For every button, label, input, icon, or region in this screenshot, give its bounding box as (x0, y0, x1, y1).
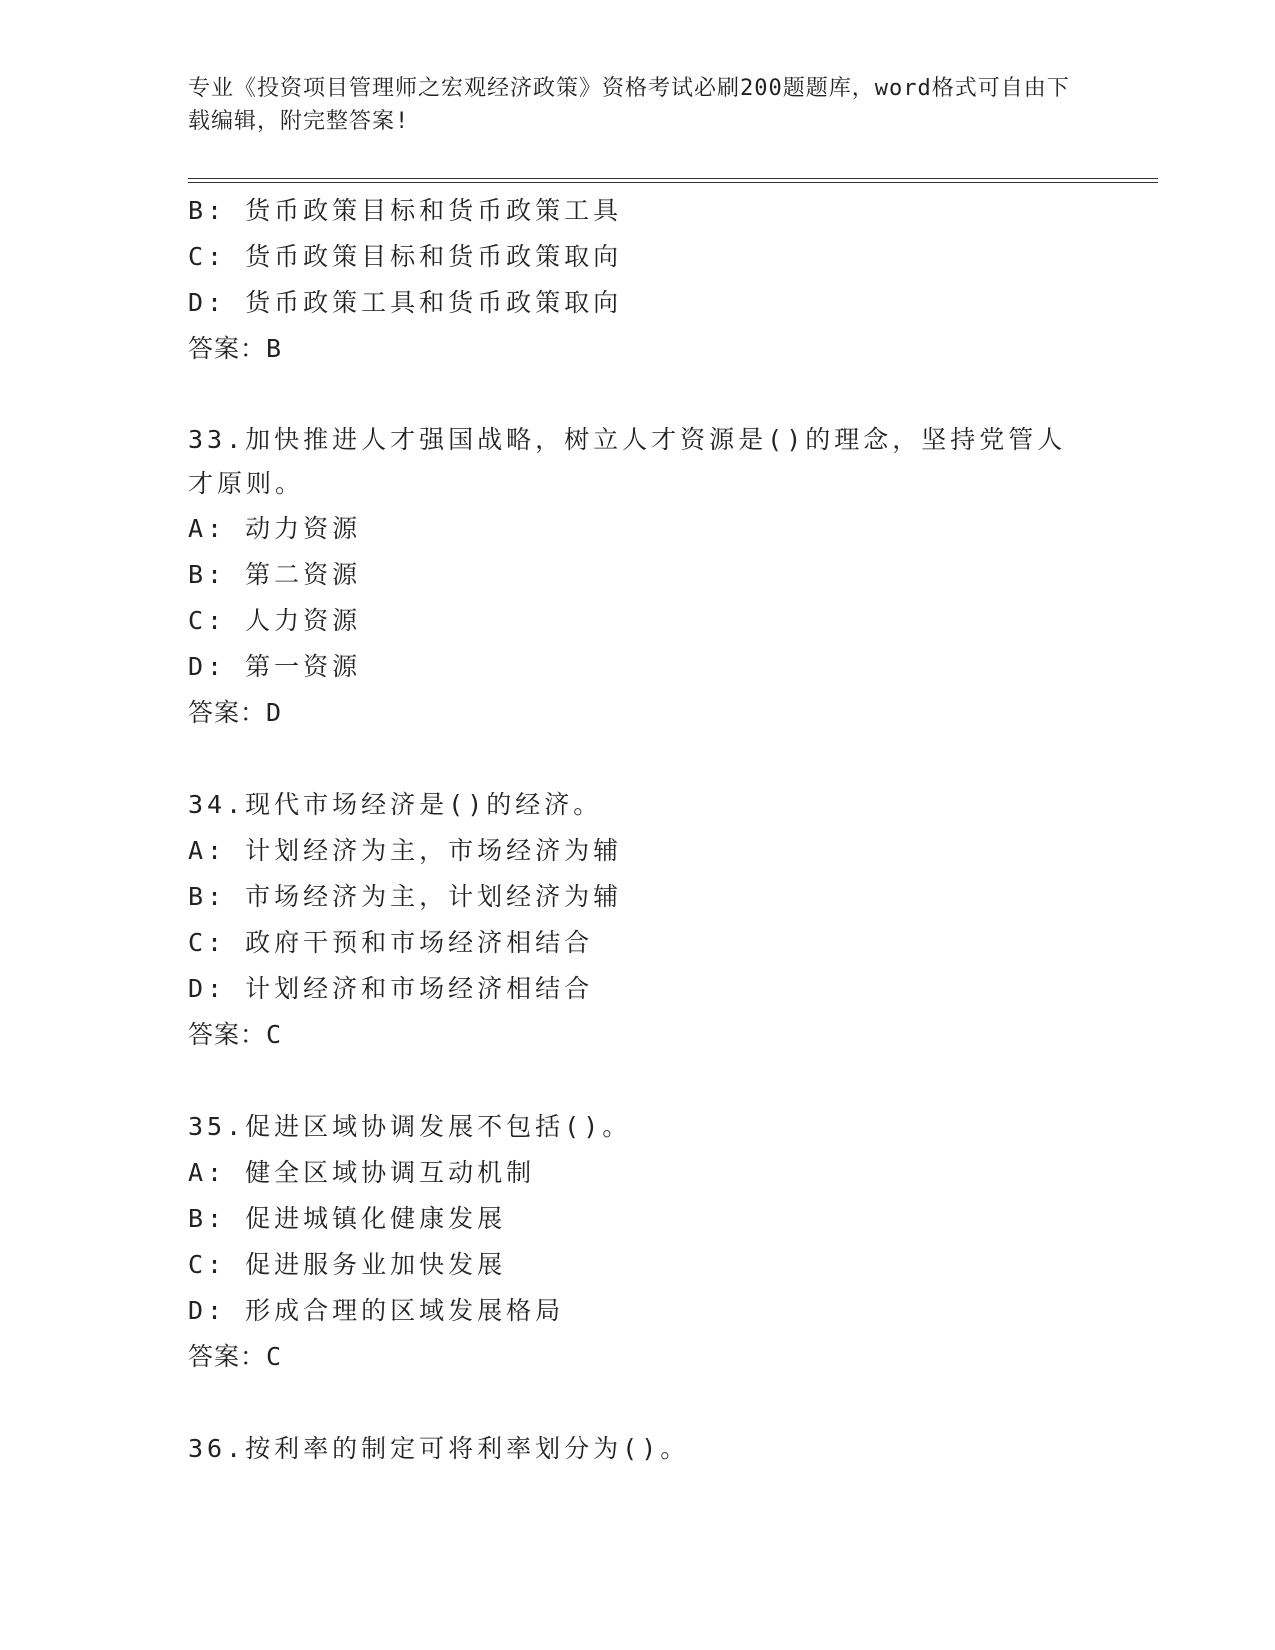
answer-label: 答案： (188, 698, 267, 727)
option-a: A: 健全区域协调互动机制 (188, 1158, 536, 1187)
answer-value: D (266, 698, 283, 727)
option-a: A: 动力资源 (188, 514, 362, 543)
question-block-35 (188, 1104, 1088, 1380)
spacer (188, 736, 1088, 782)
option-c: C: 政府干预和市场经济相结合 (188, 928, 594, 957)
option-d: D: 货币政策工具和货币政策取向 (188, 288, 623, 317)
question-list (188, 188, 1088, 1472)
question-stem: 34.现代市场经济是()的经济。 (188, 790, 603, 819)
option-c: C: 人力资源 (188, 606, 362, 635)
header-divider-bottom (188, 182, 1158, 183)
answer-label: 答案： (188, 334, 267, 363)
question-block-partial (188, 188, 1088, 372)
answer-value: C (266, 1020, 283, 1049)
option-d: D: 形成合理的区域发展格局 (188, 1296, 565, 1325)
option-c: C: 货币政策目标和货币政策取向 (188, 242, 623, 271)
option-d: D: 计划经济和市场经济相结合 (188, 974, 594, 1003)
header-divider-top (188, 178, 1158, 179)
question-stem: 36.按利率的制定可将利率划分为()。 (188, 1434, 690, 1463)
spacer (188, 372, 1088, 418)
spacer (188, 1380, 1088, 1426)
question-stem: 33.加快推进人才强国战略，树立人才资源是()的理念，坚持党管人才原则。 (188, 425, 1067, 498)
document-header: 专业《投资项目管理师之宏观经济政策》资格考试必刷200题题库，word格式可自由下载编辑，附完整答案! (188, 76, 1070, 134)
question-stem: 35.促进区域协调发展不包括()。 (188, 1112, 632, 1141)
question-block-33 (188, 418, 1088, 736)
option-a: A: 计划经济为主，市场经济为辅 (188, 836, 623, 865)
option-c: C: 促进服务业加快发展 (188, 1250, 507, 1279)
answer-line (188, 1334, 1088, 1380)
option-b: B: 市场经济为主，计划经济为辅 (188, 882, 623, 911)
answer-line (188, 326, 1088, 372)
answer-label: 答案： (188, 1342, 267, 1371)
spacer (188, 1058, 1088, 1104)
answer-value: C (266, 1342, 283, 1371)
answer-value: B (266, 334, 283, 363)
option-d: D: 第一资源 (188, 652, 362, 681)
answer-line (188, 1012, 1088, 1058)
question-block-36 (188, 1426, 1088, 1472)
answer-label: 答案： (188, 1020, 267, 1049)
question-block-34 (188, 782, 1088, 1058)
option-b: B: 第二资源 (188, 560, 362, 589)
option-b: B: 货币政策目标和货币政策工具 (188, 196, 623, 225)
option-b: B: 促进城镇化健康发展 (188, 1204, 507, 1233)
answer-line (188, 690, 1088, 736)
